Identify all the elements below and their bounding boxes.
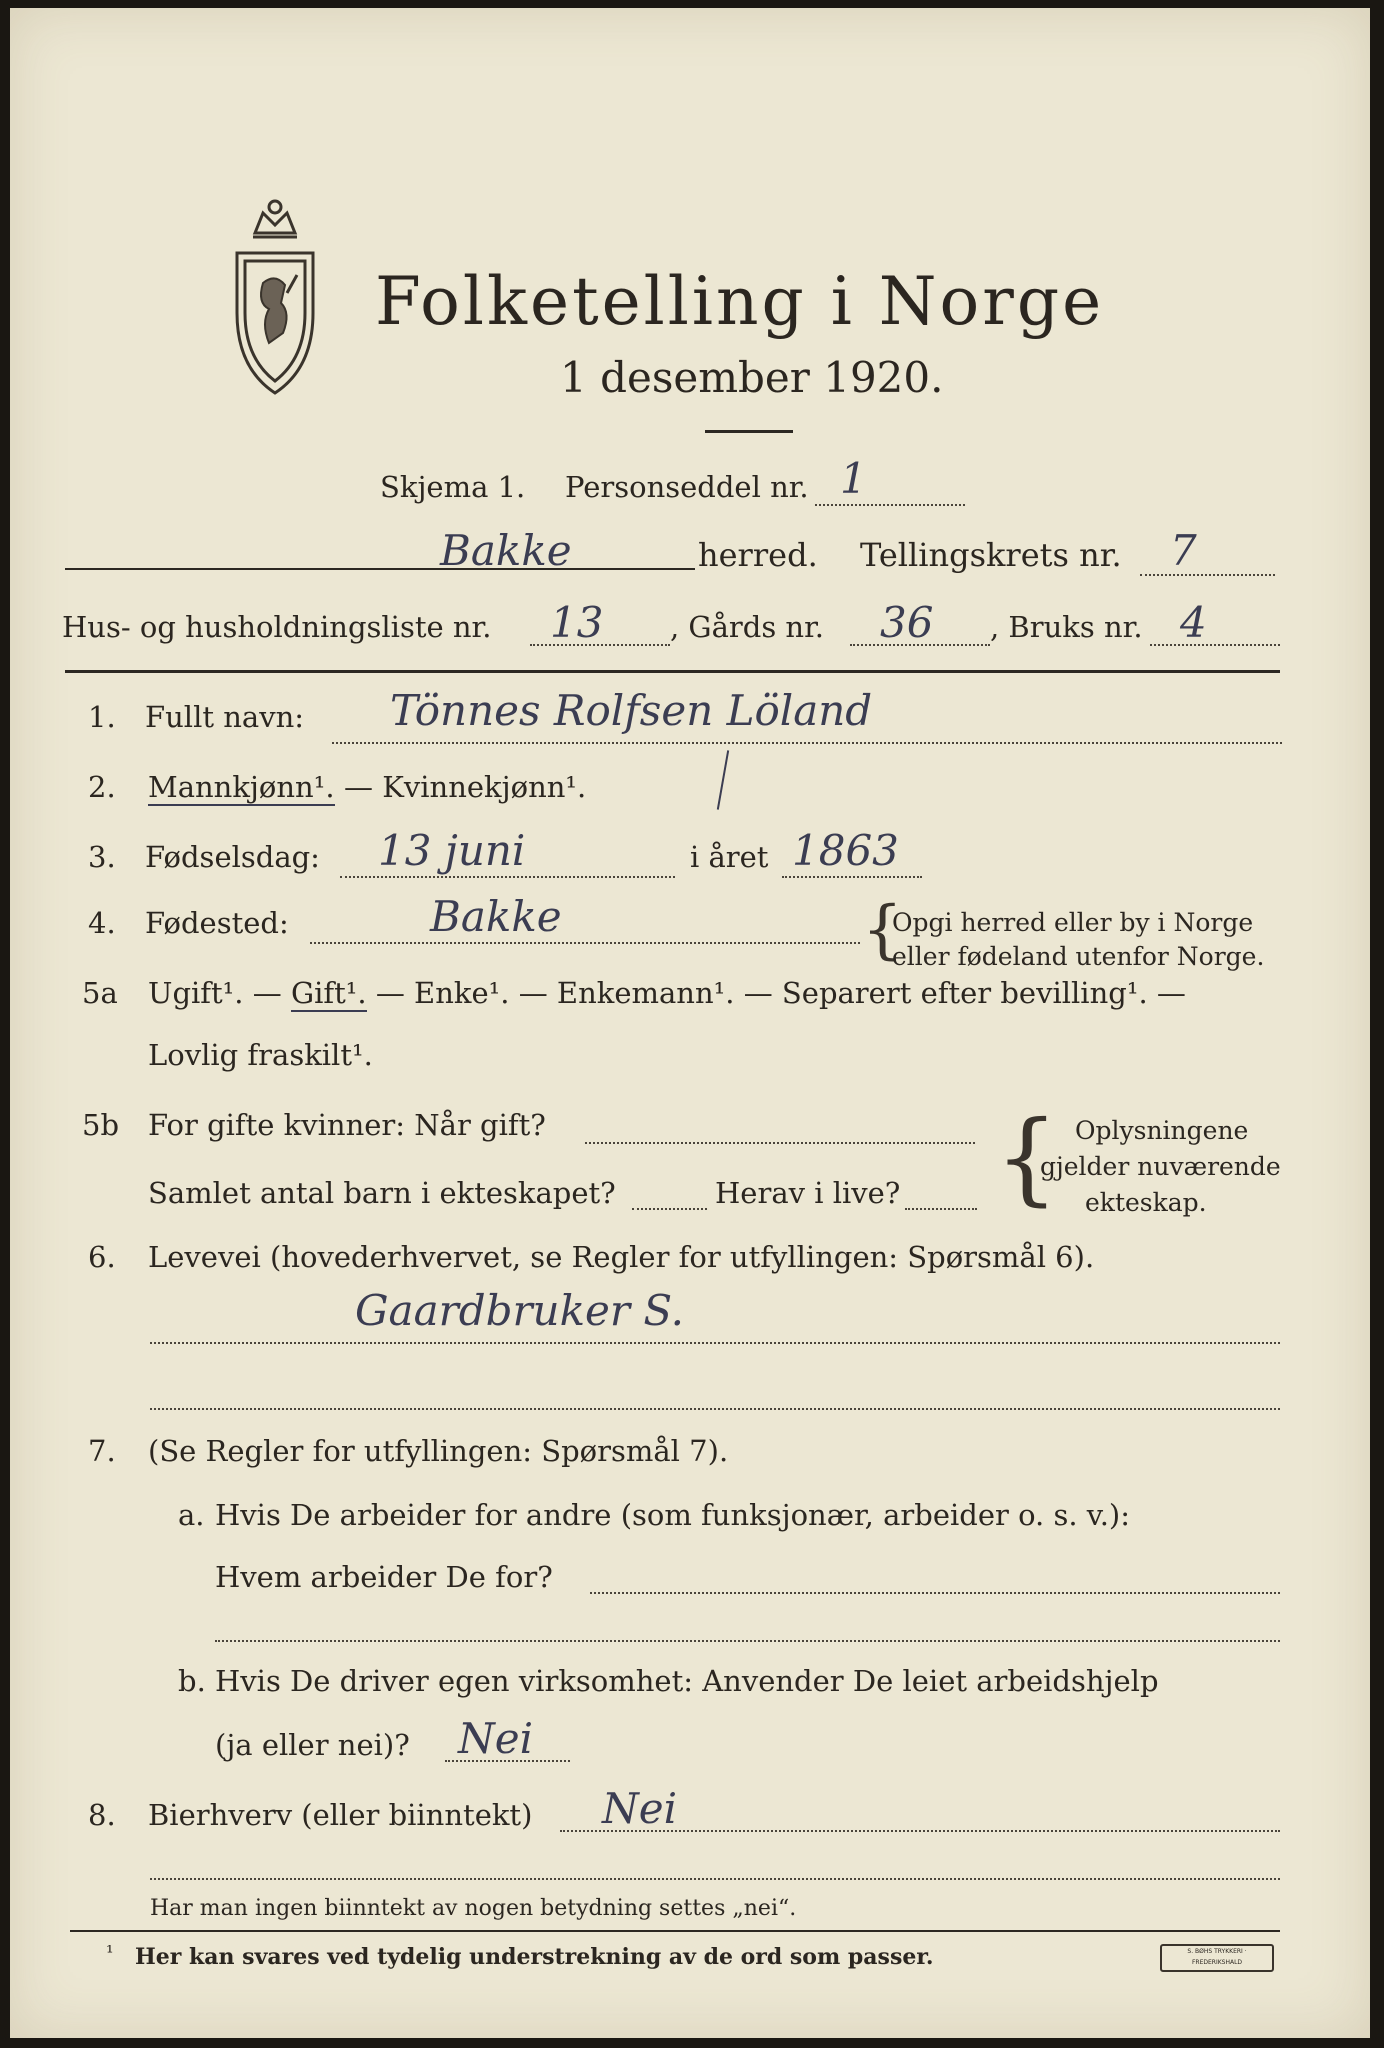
bruks-value: 4 [1180, 598, 1207, 647]
q7-label: (Se Regler for utfyllingen: Spørsmål 7). [148, 1434, 729, 1468]
printer-stamp: S. BØHS TRYKKERI · FREDERIKSHALD [1160, 1944, 1274, 1972]
employer-field-2[interactable] [215, 1640, 1280, 1642]
q1-number: 1. [88, 700, 116, 734]
q5b-note-3: ekteskap. [1085, 1188, 1207, 1217]
q8-label: Bierhverv (eller biinntekt) [148, 1798, 533, 1832]
gender-female-option[interactable]: — Kvinnekjønn¹. [344, 770, 587, 804]
marital-married-option[interactable]: Gift¹. [290, 976, 367, 1010]
q7b-label: Hvis De driver egen virksomhet: Anvender De leiet arbeidshjelp [215, 1664, 1159, 1698]
birthday-value: 13 juni [378, 826, 526, 875]
birth-year-field[interactable] [782, 876, 922, 878]
side-income-value: Nei [602, 1784, 678, 1833]
note-brace-5b: { [995, 1099, 1059, 1216]
note-brace: { [862, 893, 903, 967]
bruks-field[interactable] [1150, 644, 1280, 646]
birthplace-value: Bakke [430, 892, 562, 941]
footnote-mark: ¹ [106, 1942, 114, 1964]
q7a-employer-label: Hvem arbeider De for? [215, 1560, 553, 1594]
personseddel-value: 1 [840, 454, 867, 503]
q7b-yes-no-label: (ja eller nei)? [215, 1728, 410, 1762]
gards-label: , Gårds nr. [670, 610, 824, 644]
footer-rule [70, 1930, 1280, 1932]
q3-number: 3. [88, 840, 116, 874]
hired-help-value: Nei [458, 1714, 534, 1763]
q5a-number: 5a [82, 976, 118, 1010]
occupation-field-2[interactable] [150, 1408, 1280, 1410]
footnote-text: Her kan svares ved tydelig understrekning av de ord som passer. [135, 1944, 934, 1970]
hus-value: 13 [550, 598, 604, 647]
occupation-value: Gaardbruker S. [355, 1286, 684, 1335]
tellingskrets-label: Tellingskrets nr. [860, 536, 1122, 574]
nil-income-note: Har man ingen biinntekt av nogen betydning settes „nei“. [150, 1896, 797, 1921]
q4-number: 4. [88, 906, 116, 940]
census-form [10, 8, 1370, 2038]
birthplace-note-2: eller fødeland utenfor Norge. [892, 942, 1265, 971]
gender-male-option[interactable] [148, 770, 335, 804]
q7-number: 7. [88, 1434, 116, 1468]
children-total-field[interactable] [632, 1208, 707, 1210]
herred-label: herred. [698, 536, 818, 574]
full-name-field[interactable] [332, 742, 1282, 744]
q6-number: 6. [88, 1240, 116, 1274]
herred-value: Bakke [440, 526, 572, 575]
q5b-when-married-label: For gifte kvinner: Når gift? [148, 1108, 546, 1142]
occupation-field[interactable] [150, 1342, 1280, 1344]
q6-label: Levevei (hovederhvervet, se Regler for utfyllingen: Spørsmål 6). [148, 1240, 1095, 1274]
side-income-field-2[interactable] [150, 1878, 1280, 1880]
title-divider [705, 430, 793, 433]
norway-coat-of-arms-icon [225, 193, 325, 403]
header-rule [65, 670, 1280, 673]
q5b-note-1: Oplysningene [1075, 1116, 1249, 1145]
marital-status-options [148, 976, 1186, 1010]
birth-year-value: 1863 [792, 826, 899, 875]
marital-divorced-option[interactable]: Lovlig fraskilt¹. [148, 1038, 373, 1072]
q5b-number: 5b [82, 1108, 120, 1142]
birthday-field[interactable] [340, 876, 675, 878]
q7a-letter: a. [178, 1498, 205, 1532]
q3-year-label: i året [690, 840, 769, 874]
q5b-alive-label: Herav i live? [715, 1176, 901, 1210]
skjema-label: Skjema 1. [380, 470, 526, 504]
q5b-note-2: gjelder nuværende [1040, 1152, 1281, 1181]
tellingskrets-value: 7 [1170, 526, 1197, 575]
q7a-label: Hvis De arbeider for andre (som funksjonær, arbeider o. s. v.): [215, 1498, 1131, 1532]
form-title: Folketelling i Norge [375, 263, 1105, 340]
q8-number: 8. [88, 1798, 116, 1832]
marital-other-options[interactable]: — Enke¹. — Enkemann¹. — Separert efter bevilling¹. — [375, 976, 1186, 1010]
full-name-value: Tönnes Rolfsen Löland [390, 686, 873, 735]
personseddel-field[interactable] [815, 504, 965, 506]
q5b-children-label: Samlet antal barn i ekteskapet? [148, 1176, 616, 1210]
tellingskrets-field[interactable] [1140, 574, 1275, 576]
q7b-letter: b. [178, 1664, 206, 1698]
bruks-label: , Bruks nr. [990, 610, 1143, 644]
birthplace-field[interactable] [310, 942, 860, 944]
children-alive-field[interactable] [905, 1208, 977, 1210]
gards-value: 36 [880, 598, 934, 647]
q2-number: 2. [88, 770, 116, 804]
pen-stroke [717, 750, 729, 809]
gender-male-label: Mannkjønn¹. [148, 770, 335, 804]
marital-unmarried-option[interactable]: Ugift¹. — [148, 976, 282, 1010]
personseddel-label: Personseddel nr. [565, 470, 809, 504]
herred-field[interactable] [65, 568, 695, 570]
q3-label: Fødselsdag: [145, 840, 320, 874]
employer-field[interactable] [590, 1592, 1280, 1594]
q1-label: Fullt navn: [145, 700, 305, 734]
census-date: 1 desember 1920. [560, 353, 944, 402]
hus-label: Hus- og husholdningsliste nr. [62, 610, 492, 644]
birthplace-note-1: Opgi herred eller by i Norge [892, 908, 1254, 937]
when-married-field[interactable] [585, 1142, 975, 1144]
q4-label: Fødested: [145, 906, 289, 940]
